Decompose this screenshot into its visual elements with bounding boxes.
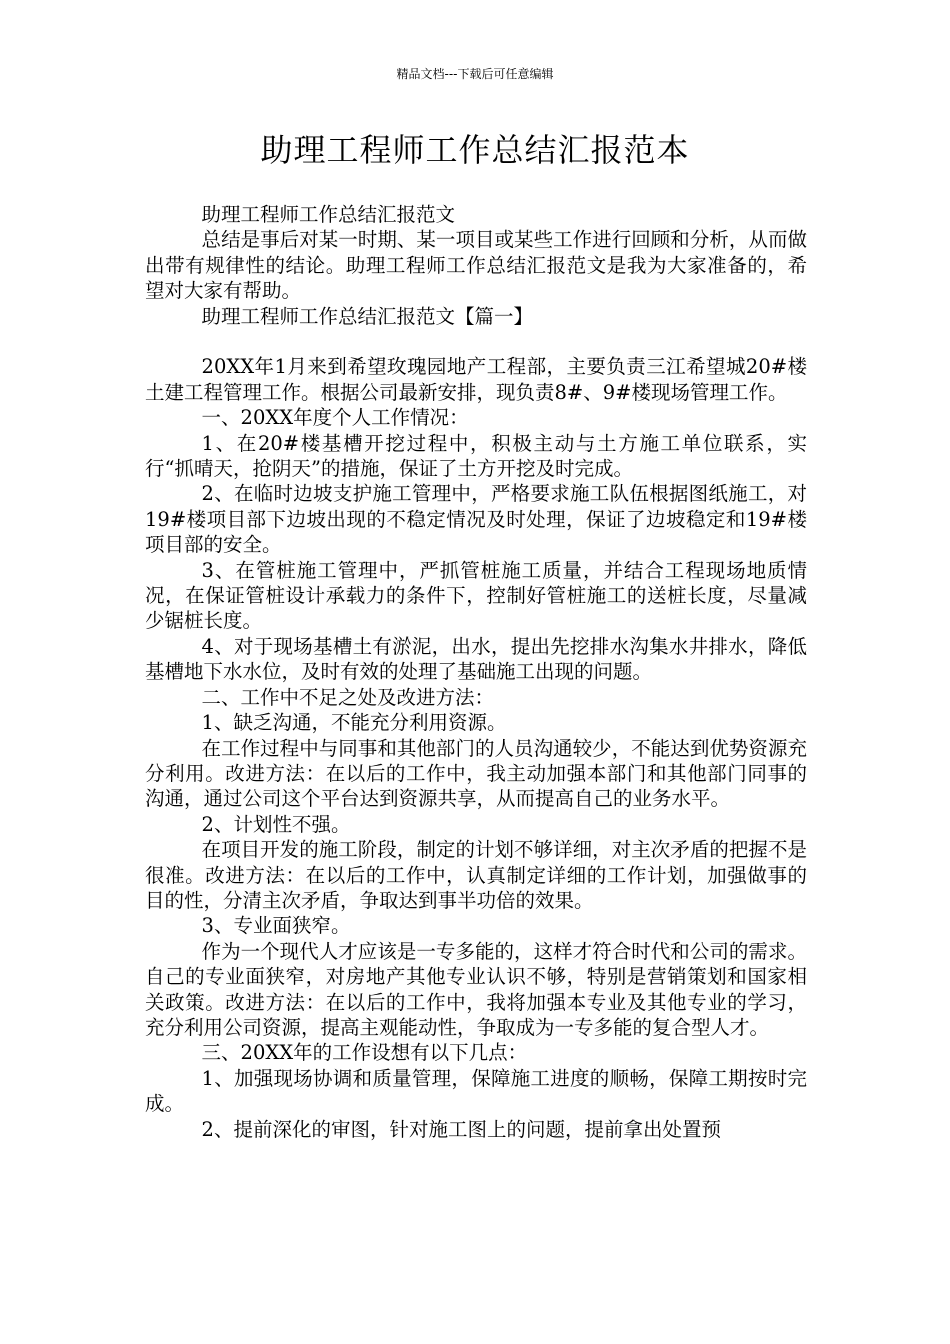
paragraph: 2、计划性不强。 xyxy=(201,812,351,836)
document-title: 助理工程师工作总结汇报范本 xyxy=(260,131,690,169)
paragraph: 在工作过程中与同事和其他部门的人员沟通较少，不能达到优势资源充分利用。改进方法：在以后的工作中，我主动加强本部门和其他部门同事的沟通，通过公司这个平台达到资源共享，从而提高自己的业务水平。 xyxy=(145,736,807,811)
section-heading: 三、20XX年的工作设想有以下几点： xyxy=(201,1041,528,1065)
paragraph: 4、对于现场基槽土有淤泥，出水，提出先挖排水沟集水井排水，降低基槽地下水水位，及时有效的处理了基础施工出现的问题。 xyxy=(145,634,807,684)
paragraph: 2、在临时边坡支护施工管理中，严格要求施工队伍根据图纸施工，对19#楼项目部下边坡出现的不稳定情况及时处理，保证了边坡稳定和19#楼项目部的安全。 xyxy=(145,482,807,557)
section-heading: 二、工作中不足之处及改进方法： xyxy=(201,685,495,709)
paragraph: 2、提前深化的审图，针对施工图上的问题，提前拿出处置预 xyxy=(201,1117,721,1141)
paragraph: 助理工程师工作总结汇报范文【篇一】 xyxy=(201,304,534,328)
section-heading: 一、20XX年度个人工作情况： xyxy=(201,406,469,430)
paragraph: 20XX年1月来到希望玫瑰园地产工程部，主要负责三江希望城20#楼土建工程管理工作。根据公司最新安排，现负责8#、9#楼现场管理工作。 xyxy=(145,355,807,404)
blank-line xyxy=(145,329,807,354)
paragraph: 助理工程师工作总结汇报范文 xyxy=(201,203,456,226)
paragraph: 1、缺乏沟通，不能充分利用资源。 xyxy=(201,711,507,735)
paragraph: 3、专业面狭窄。 xyxy=(201,914,351,938)
paragraph: 总结是事后对某一时期、某一项目或某些工作进行回顾和分析，从而做出带有规律性的结论。助理工程师工作总结汇报范文是我为大家准备的，希望对大家有帮助。 xyxy=(145,228,807,303)
paragraph: 作为一个现代人才应该是一专多能的，这样才符合时代和公司的需求。自己的专业面狭窄，对房地产其他专业认识不够，特别是营销策划和国家相关政策。改进方法：在以后的工作中，我将加强本专业及其他专业的学习，充分利用公司资源，提高主观能动性，争取成为一专多能的复合型人才。 xyxy=(145,939,807,1039)
paragraph: 1、加强现场协调和质量管理，保障施工进度的顺畅，保障工期按时完成。 xyxy=(145,1066,807,1116)
paragraph: 1、在20#楼基槽开挖过程中，积极主动与土方施工单位联系，实行“抓晴天，抢阴天”的措施，保证了土方开挖及时完成。 xyxy=(145,431,807,481)
document-body xyxy=(145,202,807,1142)
paragraph: 3、在管桩施工管理中，严抓管桩施工质量，并结合工程现场地质情况，在保证管桩设计承载力的条件下，控制好管桩施工的送桩长度，尽量减少锯桩长度。 xyxy=(145,558,807,633)
header-note: 精品文档---下载后可任意编辑 xyxy=(396,67,554,81)
paragraph: 在项目开发的施工阶段，制定的计划不够详细，对主次矛盾的把握不是很准。改进方法：在以后的工作中，认真制定详细的工作计划，加强做事的目的性，分清主次矛盾，争取达到事半功倍的效果。 xyxy=(145,838,807,912)
